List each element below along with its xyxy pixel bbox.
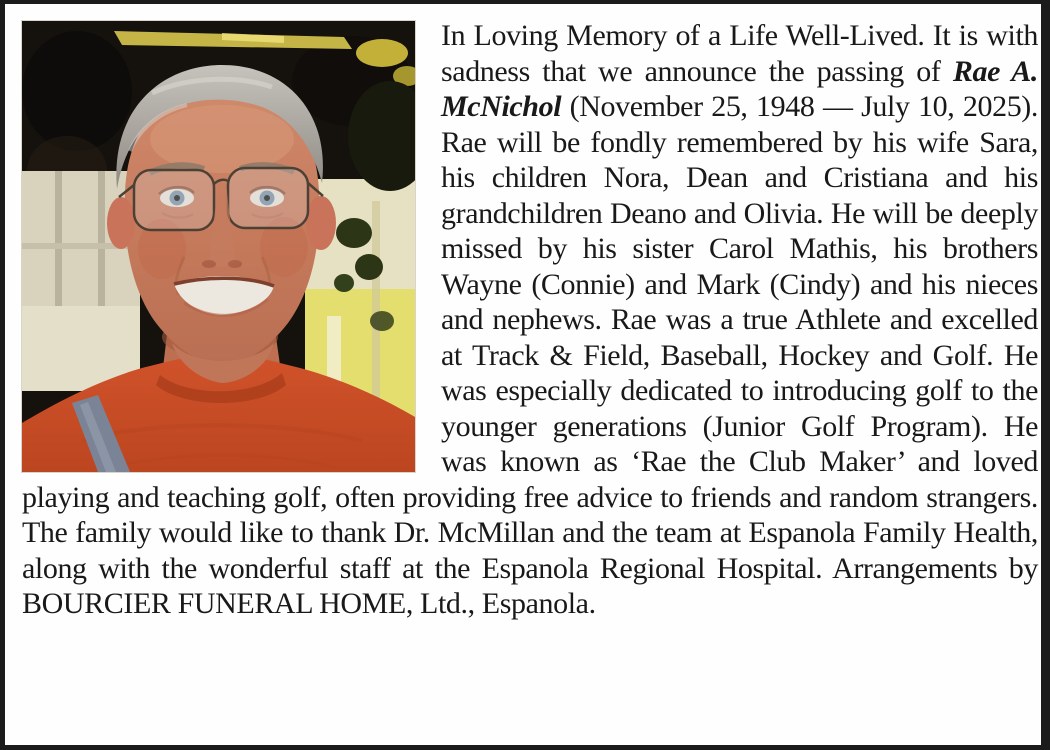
obituary-opening: In Loving Memory of a Life Well-Lived. It is with sadness that we announce the passing of [441, 19, 1038, 88]
portrait-photo [22, 21, 415, 472]
left-ear [107, 197, 135, 249]
obituary-content [5, 4, 1041, 745]
portrait-illustration [22, 21, 415, 472]
deceased-name: Rae A. McNichol [441, 54, 1038, 123]
obituary-body: (November 25, 1948 — July 10, 2025). Rae will be fondly remembered by his wife Sara, his children Nora, Dean and Cristiana and his grandchildren Deano and Olivia. He will be deeply missed by his sister Carol Mathis, his brothers Wayne (Connie) and Mark (Cindy) and his nieces and nephews. Rae was a true Athlete and excelled at Track & Field, Baseball, Hockey and Golf. He was especially dedicated to introducing golf to the younger generations (Junior Golf Program). He was known as ‘Rae the Club Maker’ and loved playing and teaching golf, often providing free advice to friends and random strangers. The family would like to thank Dr. McMillan and the team at Espanola Family Health, along with the wonderful staff at the Espanola Regional Hospital. Arrangements by BOURCIER FUNERAL HOME, Ltd., Espanola. [22, 90, 1038, 620]
right-ear [306, 196, 336, 250]
